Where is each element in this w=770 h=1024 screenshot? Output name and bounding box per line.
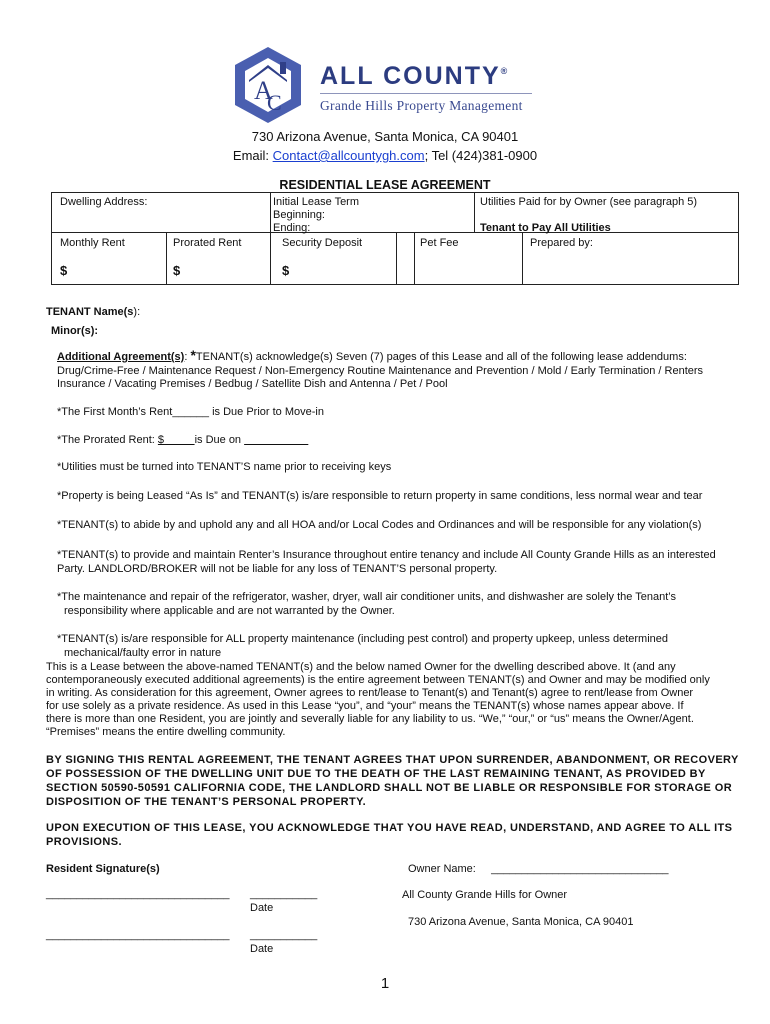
appliances-note-line-2: responsibility where applicable and are not warranted by the Owner. xyxy=(64,605,395,617)
hoa-note: *TENANT(s) to abide by and uphold any and all HOA and/or Local Codes and Ordinances and will be responsible for any violation(s) xyxy=(57,519,702,531)
resident-signature-label: Resident Signature(s) xyxy=(46,863,160,875)
page-number: 1 xyxy=(380,975,390,992)
document-title: RESIDENTIAL LEASE AGREEMENT xyxy=(279,178,491,192)
prepared-by-label: Prepared by: xyxy=(530,237,593,249)
logo-letter-c: C xyxy=(267,90,282,115)
insurance-note-line-1: *TENANT(s) to provide and maintain Renter’s Insurance throughout entire tenancy and include All County Grande Hills as an interested xyxy=(57,549,716,561)
initial-lease-term-label: Initial Lease Term xyxy=(273,196,360,208)
prorated-rent-dollar: $ xyxy=(173,263,181,278)
maintenance-note-line-1: *TENANT(s) is/are responsible for ALL property maintenance (including pest control) and property upkeep, unless determined xyxy=(57,633,669,645)
date-line-2[interactable]: ___________ xyxy=(250,929,318,941)
brand-subtitle: Grande Hills Property Management xyxy=(320,98,523,113)
minors-label: Minor(s): xyxy=(51,325,99,337)
tenant-names-label: TENANT Name(s): xyxy=(46,306,141,318)
tenant-pay-utilities: Tenant to Pay All Utilities xyxy=(480,222,611,234)
first-month-rent-note: *The First Month’s Rent______ is Due Prior to Move-in xyxy=(57,406,324,418)
logo-letter-a: A xyxy=(254,76,273,105)
date-line-1[interactable]: ___________ xyxy=(250,888,318,900)
insurance-note-line-2: Party. LANDLORD/BROKER will not be liable for any loss of TENANT’S personal property. xyxy=(57,563,498,575)
date-label-1: Date xyxy=(250,902,274,914)
security-deposit-dollar: $ xyxy=(282,263,290,278)
monthly-rent-dollar: $ xyxy=(60,263,68,278)
pet-fee-label: Pet Fee xyxy=(420,237,459,249)
maintenance-note-line-2: mechanical/faulty error in nature xyxy=(64,647,222,659)
beginning-label: Beginning: xyxy=(273,209,325,221)
ending-label: Ending: xyxy=(273,222,311,234)
dwelling-address-label: Dwelling Address: xyxy=(60,196,148,208)
resident-signature-line-1[interactable]: ______________________________ xyxy=(46,888,230,900)
company-logo xyxy=(228,44,308,126)
brand-divider xyxy=(320,93,532,94)
resident-signature-line-2[interactable]: ______________________________ xyxy=(46,929,230,941)
addendum-list-line-2: Insurance / Vacating Premises / Bedbug / Satellite Dish and Antenna / Pet / Pool xyxy=(57,378,448,390)
company-address: 730 Arizona Avenue, Santa Monica, CA 90401 xyxy=(251,129,519,144)
contact-line: Email: Contact@allcountygh.com; Tel (424)381-0900 xyxy=(232,148,538,163)
additional-agreements: Additional Agreement(s): *TENANT(s) acknowledge(s) Seven (7) pages of this Lease and all of the following lease addendums: xyxy=(57,347,687,363)
security-deposit-label: Security Deposit xyxy=(282,237,363,249)
monthly-rent-label: Monthly Rent xyxy=(60,237,125,249)
email-link[interactable]: Contact@allcountygh.com xyxy=(272,148,425,163)
addendum-list-line-1: Drug/Crime-Free / Maintenance Request / Non-Emergency Routine Maintenance and Prevention / Mold / Early Termination / Renters xyxy=(57,365,704,377)
date-label-2: Date xyxy=(250,943,274,955)
brand-name: ALL COUNTY® xyxy=(320,62,508,90)
utilities-note: *Utilities must be turned into TENANT’S name prior to receiving keys xyxy=(57,461,392,473)
prorated-rent-note: *The Prorated Rent: $ is Due on xyxy=(57,434,242,446)
prorated-rent-label: Prorated Rent xyxy=(173,237,242,249)
utilities-paid-label: Utilities Paid for by Owner (see paragraph 5) xyxy=(480,196,698,208)
appliances-note-line-1: *The maintenance and repair of the refrigerator, washer, dryer, wall air conditioner units, and dishwasher are solely the Tenant’s xyxy=(57,591,676,603)
as-is-note: *Property is being Leased “As Is” and TENANT(s) is/are responsible to return property in same conditions, less normal wear and tear xyxy=(57,490,703,502)
owner-name-field[interactable]: Owner Name: _____________________________ xyxy=(408,863,669,875)
owner-company: All County Grande Hills for Owner xyxy=(402,889,568,901)
owner-address: 730 Arizona Avenue, Santa Monica, CA 90401 xyxy=(408,916,634,928)
